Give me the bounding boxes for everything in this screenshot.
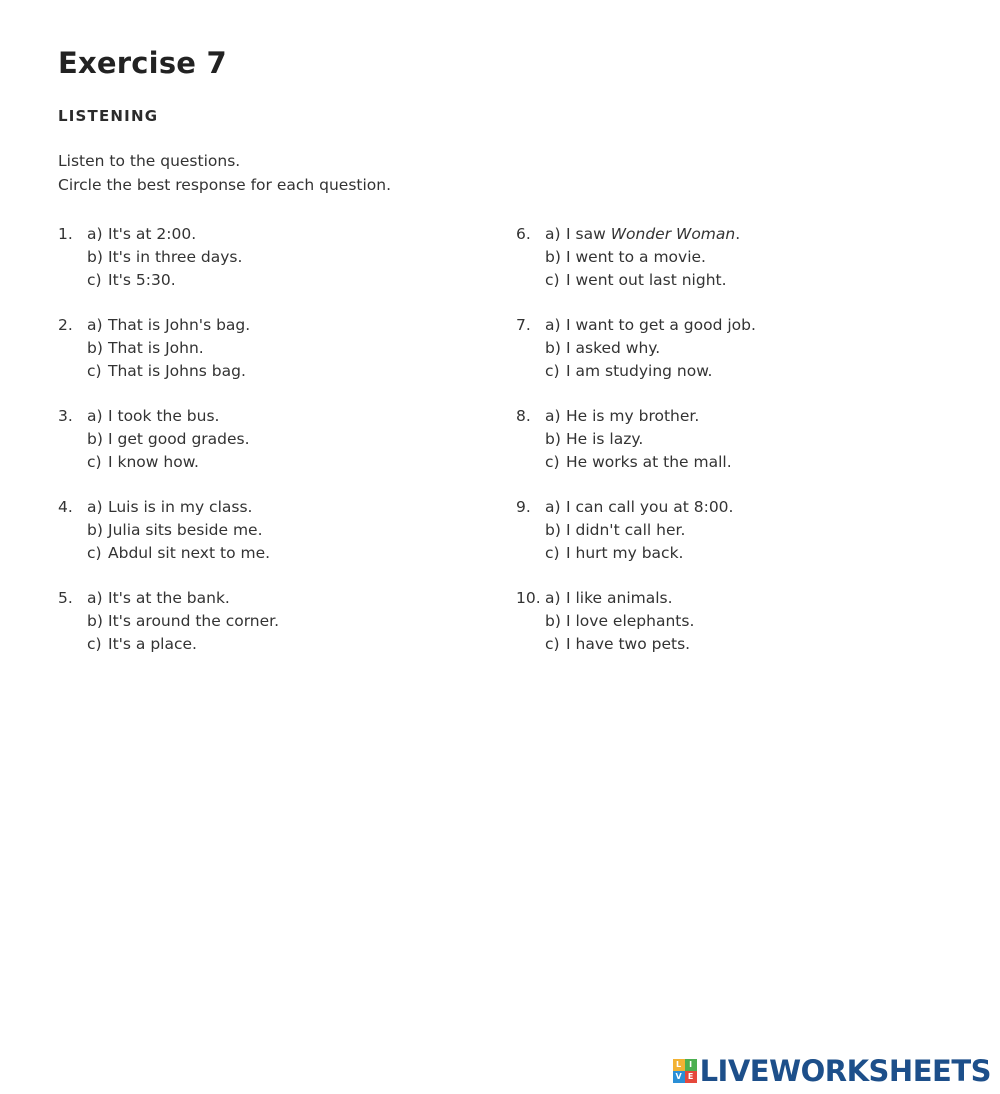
question-number: 6. (516, 225, 531, 243)
answer-option[interactable] (87, 453, 199, 471)
option-letter: b) (545, 612, 561, 630)
question-item (516, 498, 936, 589)
option-text: Luis is in my class. (108, 498, 253, 516)
option-letter: a) (545, 225, 561, 243)
answer-option[interactable] (545, 521, 685, 539)
option-text: Abdul sit next to me. (108, 544, 271, 562)
section-heading: LISTENING (58, 107, 159, 125)
question-number: 4. (58, 498, 73, 516)
option-letter: b) (87, 248, 103, 266)
liveworksheets-brand (673, 1056, 991, 1086)
answer-option[interactable] (87, 271, 176, 289)
option-text: I didn't call her. (566, 521, 686, 539)
answer-option[interactable] (87, 612, 279, 630)
option-text: He works at the mall. (566, 453, 732, 471)
option-letter: a) (87, 316, 103, 334)
option-letter: a) (87, 225, 103, 243)
option-text: I can call you at 8:00. (566, 498, 734, 516)
option-letter: c) (545, 271, 560, 289)
question-number: 3. (58, 407, 73, 425)
option-text: Julia sits beside me. (108, 521, 263, 539)
option-letter: c) (87, 271, 102, 289)
option-letter: b) (87, 339, 103, 357)
instruction-line: Circle the best response for each question. (58, 176, 392, 194)
option-text: He is lazy. (566, 430, 644, 448)
question-item (58, 225, 478, 316)
answer-option[interactable] (87, 498, 252, 516)
option-text: I have two pets. (566, 635, 691, 653)
questions-column-right (516, 225, 936, 680)
option-letter: b) (545, 521, 561, 539)
option-text: I get good grades. (108, 430, 250, 448)
option-text: I like animals. (566, 589, 673, 607)
question-item (516, 589, 936, 680)
option-text: He is my brother. (566, 407, 700, 425)
option-text: It's a place. (108, 635, 197, 653)
option-suffix: . (735, 225, 741, 243)
answer-option[interactable] (545, 453, 732, 471)
option-text: I went to a movie. (566, 248, 706, 266)
option-letter: a) (87, 407, 103, 425)
question-number: 5. (58, 589, 73, 607)
answer-option[interactable] (545, 544, 683, 562)
option-text: That is John's bag. (108, 316, 251, 334)
question-number: 10. (516, 589, 541, 607)
option-letter: b) (545, 339, 561, 357)
option-emphasis: Wonder Woman (610, 225, 736, 243)
answer-option[interactable] (545, 248, 706, 266)
answer-option[interactable] (545, 635, 690, 653)
option-letter: b) (545, 430, 561, 448)
option-text: I took the bus. (108, 407, 220, 425)
answer-option[interactable] (87, 407, 219, 425)
answer-option[interactable] (87, 339, 204, 357)
option-text: I saw (566, 225, 611, 243)
answer-option[interactable] (87, 635, 197, 653)
question-number: 8. (516, 407, 531, 425)
answer-option[interactable] (545, 225, 740, 243)
question-number: 1. (58, 225, 73, 243)
option-letter: c) (87, 635, 102, 653)
answer-option[interactable] (87, 225, 196, 243)
option-letter: c) (545, 453, 560, 471)
question-item (58, 498, 478, 589)
option-letter: c) (545, 544, 560, 562)
answer-option[interactable] (545, 612, 694, 630)
option-text: That is Johns bag. (108, 362, 246, 380)
option-letter: c) (545, 635, 560, 653)
answer-option[interactable] (545, 362, 712, 380)
option-text: I want to get a good job. (566, 316, 756, 334)
option-text: I went out last night. (566, 271, 727, 289)
option-letter: b) (87, 430, 103, 448)
brand-wordmark: LIVEWORKSHEETS (699, 1054, 991, 1088)
answer-option[interactable] (87, 430, 250, 448)
option-text: It's around the corner. (108, 612, 280, 630)
option-letter: c) (87, 544, 102, 562)
logo-square: I (685, 1059, 697, 1071)
option-letter: a) (545, 589, 561, 607)
option-text: I know how. (108, 453, 199, 471)
answer-option[interactable] (87, 589, 230, 607)
answer-option[interactable] (545, 271, 727, 289)
option-letter: a) (545, 407, 561, 425)
option-text: I hurt my back. (566, 544, 684, 562)
answer-option[interactable] (545, 589, 673, 607)
option-letter: a) (87, 498, 103, 516)
answer-option[interactable] (545, 430, 643, 448)
option-letter: a) (545, 316, 561, 334)
option-letter: c) (545, 362, 560, 380)
option-text: I am studying now. (566, 362, 713, 380)
option-text: I love elephants. (566, 612, 695, 630)
question-item (58, 407, 478, 498)
logo-square: V (673, 1071, 685, 1083)
answer-option[interactable] (545, 316, 756, 334)
question-item (58, 316, 478, 407)
answer-option[interactable] (87, 362, 246, 380)
option-letter: a) (87, 589, 103, 607)
answer-option[interactable] (87, 248, 242, 266)
option-text: I asked why. (566, 339, 661, 357)
answer-option[interactable] (87, 544, 270, 562)
logo-square: E (685, 1071, 697, 1083)
option-letter: a) (545, 498, 561, 516)
questions-column-left (58, 225, 478, 680)
question-item (58, 589, 478, 680)
option-letter: b) (545, 248, 561, 266)
answer-option[interactable] (545, 498, 733, 516)
question-item (516, 316, 936, 407)
option-letter: b) (87, 612, 103, 630)
option-text: It's at 2:00. (108, 225, 197, 243)
answer-option[interactable] (87, 521, 263, 539)
option-letter: c) (87, 362, 102, 380)
question-item (516, 225, 936, 316)
liveworksheets-logo-icon (673, 1059, 697, 1083)
answer-option[interactable] (87, 316, 250, 334)
option-text: It's in three days. (108, 248, 243, 266)
page-title: Exercise 7 (58, 46, 227, 80)
question-number: 2. (58, 316, 73, 334)
option-letter: b) (87, 521, 103, 539)
option-text: That is John. (108, 339, 204, 357)
logo-square: L (673, 1059, 685, 1071)
option-text: It's at the bank. (108, 589, 230, 607)
option-text: It's 5:30. (108, 271, 176, 289)
question-number: 7. (516, 316, 531, 334)
question-number: 9. (516, 498, 531, 516)
question-item (516, 407, 936, 498)
answer-option[interactable] (545, 407, 699, 425)
answer-option[interactable] (545, 339, 660, 357)
option-letter: c) (87, 453, 102, 471)
instruction-line: Listen to the questions. (58, 152, 241, 170)
